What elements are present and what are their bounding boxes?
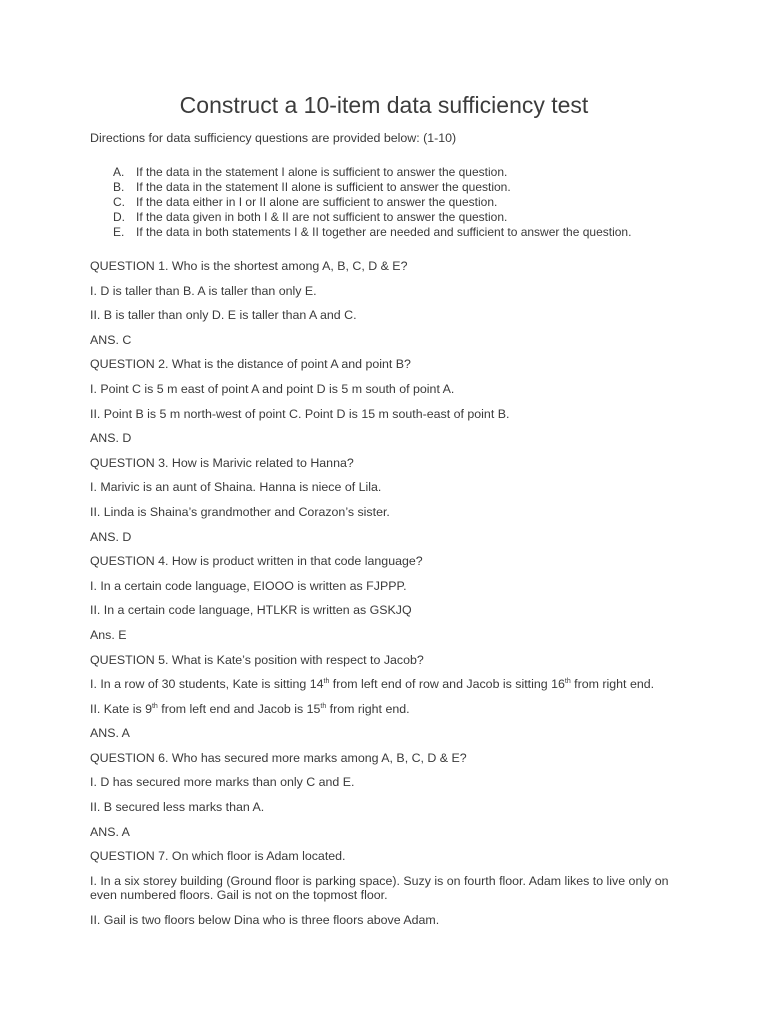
question-1: QUESTION 1. Who is the shortest among A, B, C, D & E? bbox=[90, 259, 408, 273]
option-text: If the data either in I or II alone are sufficient to answer the question. bbox=[136, 195, 498, 209]
ordinal-suffix: th bbox=[151, 702, 158, 710]
questions-section bbox=[90, 257, 690, 935]
ordinal-suffix: th bbox=[323, 678, 330, 686]
option-text: If the data given in both I & II are not sufficient to answer the question. bbox=[136, 210, 508, 224]
statement-text: from right end. bbox=[326, 701, 410, 716]
answer-6: ANS. A bbox=[90, 824, 130, 839]
ordinal-suffix: th bbox=[320, 702, 327, 710]
option-letter: D. bbox=[113, 210, 125, 224]
answer-4: Ans. E bbox=[90, 627, 127, 642]
statement-text: II. Kate is 9 bbox=[90, 701, 152, 716]
statement-text: I. In a row of 30 students, Kate is sitting 14 bbox=[90, 677, 324, 692]
answer-3: ANS. D bbox=[90, 529, 132, 544]
question-4: QUESTION 4. How is product written in that code language? bbox=[90, 554, 423, 569]
answer-1: ANS. C bbox=[90, 332, 132, 347]
option-letter: C. bbox=[113, 195, 125, 209]
statement-1 bbox=[90, 675, 690, 700]
answer-5: ANS. A bbox=[90, 726, 130, 741]
answer-2: ANS. D bbox=[90, 431, 132, 446]
question-2: QUESTION 2. What is the distance of point A and point B? bbox=[90, 357, 411, 372]
directions-text: Directions for data sufficiency questions are provided below: (1-10) bbox=[90, 131, 457, 145]
statement-1: I. D has secured more marks than only C and E. bbox=[90, 775, 355, 790]
statement-1: I. D is taller than B. A is taller than only E. bbox=[90, 283, 317, 298]
option-letter: B. bbox=[113, 180, 125, 194]
option-e bbox=[113, 225, 631, 240]
answer-options-list bbox=[113, 165, 631, 240]
statement-text: from right end. bbox=[570, 677, 655, 692]
statement-1: I. In a certain code language, EIOOO is written as FJPPP. bbox=[90, 578, 407, 593]
option-text: If the data in both statements I & II together are needed and sufficient to answer the question. bbox=[136, 225, 632, 239]
question-3: QUESTION 3. How is Marivic related to Hanna? bbox=[90, 455, 354, 470]
statement-2: II. Point B is 5 m north-west of point C. Point D is 15 m south-east of point B. bbox=[90, 406, 510, 421]
option-text: If the data in the statement I alone is sufficient to answer the question. bbox=[136, 165, 508, 179]
statement-text: from left end of row and Jacob is sitting 16 bbox=[329, 677, 565, 692]
statement-2: II. Linda is Shaina’s grandmother and Corazon’s sister. bbox=[90, 504, 390, 519]
page-title: Construct a 10-item data sufficiency test bbox=[179, 92, 589, 118]
option-text: If the data in the statement II alone is sufficient to answer the question. bbox=[136, 180, 511, 194]
question-6: QUESTION 6. Who has secured more marks among A, B, C, D & E? bbox=[90, 750, 467, 765]
statement-2: II. B secured less marks than A. bbox=[90, 800, 265, 815]
option-a bbox=[113, 165, 631, 180]
option-letter: E. bbox=[113, 225, 125, 239]
ordinal-suffix: th bbox=[564, 678, 571, 686]
option-b bbox=[113, 180, 631, 195]
statement-1: I. In a six storey building (Ground floor is parking space). Suzy is on fourth floor. Adam likes to live only on even numbered floors. Gail is not on the topmost floor. bbox=[90, 873, 669, 902]
option-d bbox=[113, 210, 631, 225]
statement-2: II. B is taller than only D. E is taller than A and C. bbox=[90, 308, 357, 323]
statement-1: I. Marivic is an aunt of Shaina. Hanna is niece of Lila. bbox=[90, 480, 382, 495]
statement-text: from left end and Jacob is 15 bbox=[157, 701, 321, 716]
statement-2: II. In a certain code language, HTLKR is written as GSKJQ bbox=[90, 603, 412, 618]
statement-2 bbox=[90, 700, 690, 725]
question-7: QUESTION 7. On which floor is Adam located. bbox=[90, 849, 346, 864]
option-letter: A. bbox=[113, 165, 125, 179]
option-c bbox=[113, 195, 631, 210]
statement-2: II. Gail is two floors below Dina who is three floors above Adam. bbox=[90, 912, 440, 927]
question-5: QUESTION 5. What is Kate’s position with respect to Jacob? bbox=[90, 652, 424, 667]
statement-1: I. Point C is 5 m east of point A and point D is 5 m south of point A. bbox=[90, 381, 455, 396]
